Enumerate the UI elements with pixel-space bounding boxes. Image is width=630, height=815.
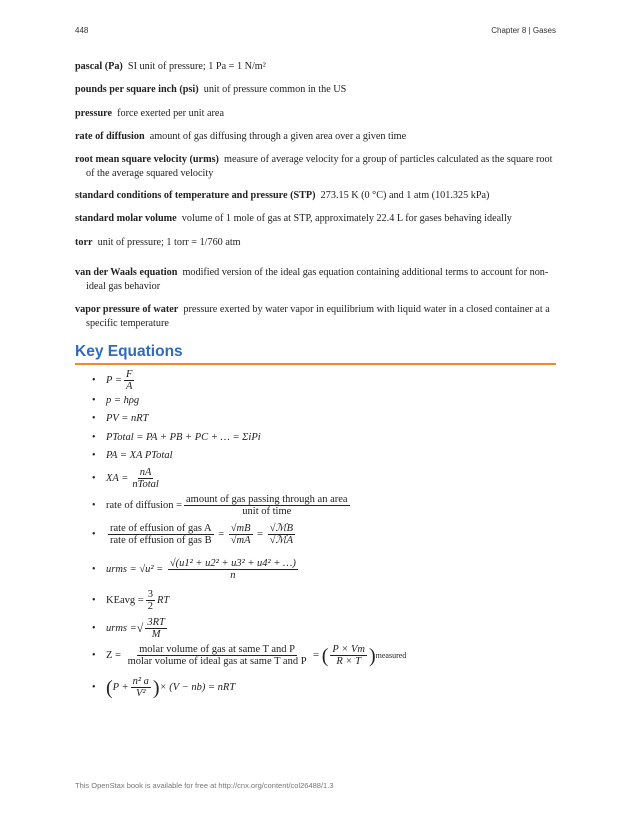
glossary-term: standard molar volume [75,213,177,224]
glossary-term: root mean square velocity (urms) [75,154,219,165]
glossary-term: rate of diffusion [75,131,145,142]
fraction [131,676,151,699]
glossary-term: pascal (Pa) [75,61,123,72]
glossary-term: torr [75,237,93,248]
glossary-term: van der Waals equation [75,267,178,278]
equation-rms-velocity-2 [92,617,169,640]
glossary-def: unit of pressure; 1 torr = 1/760 atm [97,237,241,248]
frac-den: V² [135,688,146,699]
frac-den: 2 [147,601,153,612]
bullet: • [92,473,96,484]
eq-rhs: RT [156,595,170,606]
frac-num: 3 [147,589,153,600]
fraction [229,523,253,546]
glossary-entry [75,189,556,203]
frac-den: nTotal [132,479,159,490]
section-title: Key Equations [75,343,556,365]
paren-open: ( [106,676,113,699]
bullet: • [92,564,96,575]
eq-text: PA = XA PTotal [106,450,173,461]
frac-num: n² a [132,676,149,687]
eq-text: p = hρg [106,395,140,406]
glossary-def: measure of average velocity for a group of particles calculated as the square root of the average squared velocity [86,154,553,179]
equation-ideal-gas [92,413,148,424]
frac-den: √ℳA [269,535,294,546]
eq-lhs: P = [106,375,122,386]
frac-num: amount of gas passing through an area [186,494,348,505]
bullet: • [92,529,96,540]
bullet: • [92,623,96,634]
glossary-term: vapor pressure of water [75,304,179,315]
equation-graham [92,523,297,546]
bullet: • [92,432,96,443]
eq-lhs: Z = [106,650,121,661]
equation-partial-pressure [92,450,173,461]
frac-num: nA [139,467,152,478]
eq-lhs: urms = [106,623,137,634]
frac-den: unit of time [242,506,292,517]
glossary-def: force exerted per unit area [117,108,224,119]
glossary-def: modified version of the ideal gas equation containing additional terms to account for non-ideal gas behavior [86,267,549,292]
glossary-entry [75,303,556,331]
bullet: • [92,595,96,606]
frac-num: P × Vm [332,644,365,655]
glossary-def: volume of 1 mole of gas at STP, approximately 22.4 L for gases behaving ideally [181,213,512,224]
eq-lhs: KEavg = [106,595,144,606]
frac-den: A [125,381,133,392]
fraction [268,523,295,546]
frac-num: 3RT [147,617,165,628]
glossary-entry [75,153,556,181]
bullet: • [92,375,96,386]
fraction [146,589,155,612]
equation-rms-velocity [92,558,300,581]
frac-num: molar volume of gas at same T and P [139,644,296,655]
frac-num: rate of effusion of gas A [110,523,212,534]
fraction [145,617,167,640]
frac-den: rate of effusion of gas B [110,535,212,546]
equals: = [254,529,266,540]
glossary-entry [75,107,556,121]
glossary-entry [75,266,556,294]
glossary-entry [75,236,556,250]
frac-num: √(u1² + u2² + u3² + u4² + …) [169,558,296,569]
frac-den: √mA [230,535,251,546]
fraction [126,644,309,667]
equation-dalton [92,432,261,443]
frac-den: M [151,629,161,640]
equals: = [310,650,322,661]
bullet: • [92,650,96,661]
bullet: • [92,413,96,424]
bullet: • [92,450,96,461]
footer-note: This OpenStax book is available for free at http://cnx.org/content/col26488/1.3 [75,781,334,790]
glossary-def: amount of gas diffusing through a given area over a given time [149,131,407,142]
page-number: 448 [75,26,89,35]
equation-kinetic-energy [92,589,169,612]
frac-den: molar volume of ideal gas at same T and P [127,656,307,667]
glossary-term: standard conditions of temperature and pressure (STP) [75,190,316,201]
fraction [108,523,214,546]
glossary-entry [75,83,556,97]
equation-hydrostatic [92,395,139,406]
fraction [330,644,367,667]
fraction [130,467,160,490]
bullet: • [92,682,96,693]
frac-den: n [230,570,236,581]
eq-part: P + [112,682,129,693]
equation-rate-diffusion [92,494,352,517]
eq-part: × (V − nb) = nRT [159,682,236,693]
paren-close: ) [368,644,376,667]
bullet: • [92,395,96,406]
eq-lhs: rate of diffusion = [106,500,183,511]
glossary-term: pounds per square inch (psi) [75,84,199,95]
equation-van-der-waals [92,676,235,699]
fraction [168,558,298,581]
paren-close: ) [152,676,160,699]
glossary-entry [75,60,556,74]
subscript-measured: measured [375,651,407,660]
equation-pressure [92,369,136,392]
fraction [124,369,134,392]
glossary-entry [75,212,556,226]
glossary-def: pressure exerted by water vapor in equilibrium with liquid water in a closed container at a specific temperature [86,304,550,329]
equation-mole-fraction [92,467,163,490]
radical-sign: √ [136,621,144,635]
eq-mid: √u² = [139,564,164,575]
eq-text: PTotal = PA + PB + PC + … = ΣiPi [106,432,261,443]
frac-num: √mB [230,523,251,534]
eq-lhs: urms = [106,564,137,575]
equals: = [215,529,227,540]
glossary-def: 273.15 K (0 °C) and 1 atm (101.325 kPa) [320,190,490,201]
eq-text: PV = nRT [106,413,149,424]
fraction [184,494,350,517]
frac-num: √ℳB [269,523,294,534]
glossary-term: pressure [75,108,112,119]
chapter-header: Chapter 8 | Gases [491,26,556,35]
equation-compressibility [92,644,406,667]
glossary-def: unit of pressure common in the US [203,84,347,95]
paren-open: ( [321,644,329,667]
glossary-entry [75,130,556,144]
frac-den: R × T [336,656,361,667]
bullet: • [92,500,96,511]
eq-lhs: XA = [106,473,129,484]
frac-num: F [125,369,133,380]
glossary-def: SI unit of pressure; 1 Pa = 1 N/m² [127,61,266,72]
